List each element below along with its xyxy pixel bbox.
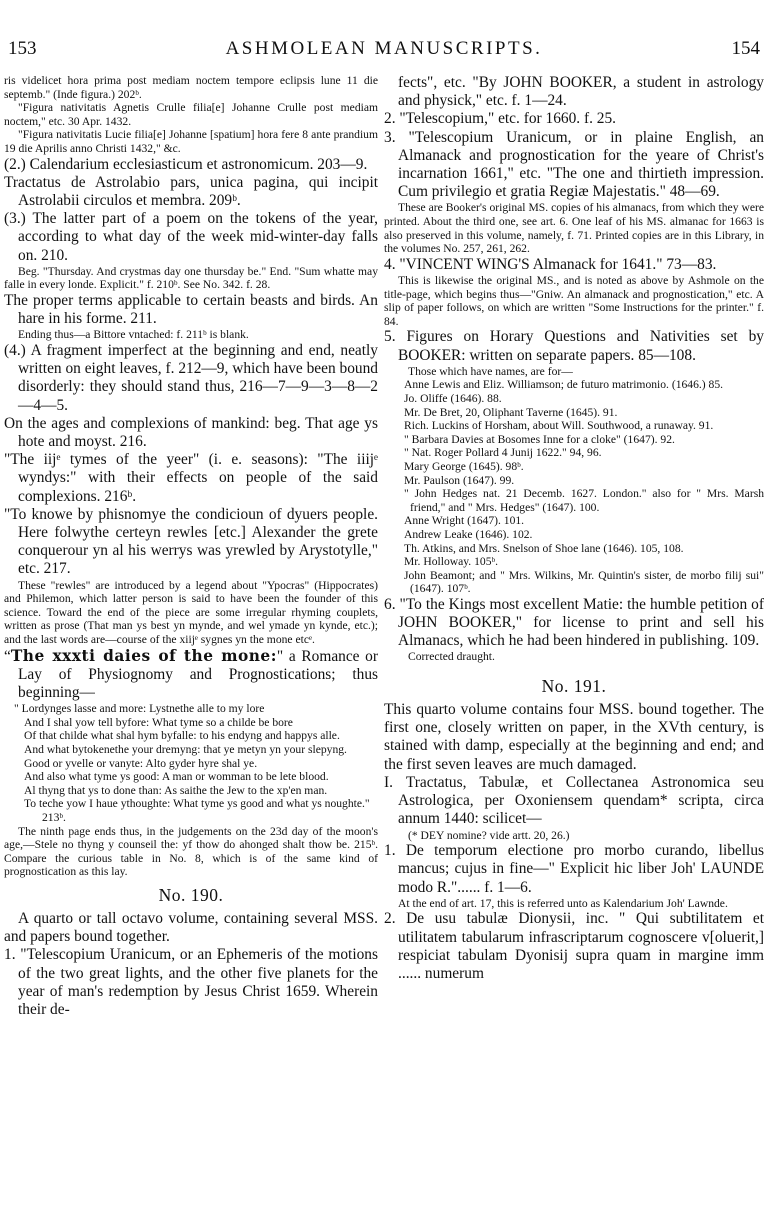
article-entry: (3.) The latter part of a poem on the tokens of the year, according to what day of the week mid-winter-day falls on. 210. xyxy=(4,210,378,264)
note: Those which have names, are for— xyxy=(408,364,573,378)
right-column xyxy=(384,74,764,983)
article-entry: 5. Figures on Horary Questions and Nativities set by BOOKER: written on separate papers. 85—108. xyxy=(384,328,764,364)
blackletter-title: The xxxti daies of the mone: xyxy=(10,646,277,665)
list-item: Anne Lewis and Eliz. Williamson; de futuro matrimonio. (1646.) 85. xyxy=(404,378,724,392)
section-heading-no-191: No. 191. xyxy=(541,676,607,697)
article-entry: 4. "VINCENT WING'S Almanack for 1641." 73—83. xyxy=(384,255,717,273)
article-entry: (4.) A fragment imperfect at the beginning and end, neatly written on eight leaves, f. 212—9, which have been bound disorderly: they should stand thus, 216—7—9—3—8—2—4—5. xyxy=(4,341,378,414)
list-item: John Beamont; and " Mrs. Wilkins, Mr. Quintin's sister, de morbo filij sui" (1647). 107ᵇ. xyxy=(404,568,764,596)
article-entry: The proper terms applicable to certain beasts and birds. An hare in his forme. 211. xyxy=(4,291,378,328)
article-entry: I. Tractatus, Tabulæ, et Collectanea Astronomica seu Astrologica, per Oxoniensem quendam* scripta, circa annum 1440: scilicet— xyxy=(384,773,764,828)
article-entry: “The xxxti daies of the mone:" a Romance or Lay of Physiognomy and Prognostications; thus beginning— xyxy=(4,646,378,701)
paragraph: "Figura nativitatis Agnetis Crulle filia[e] Johanne Crulle post mediam noctem," etc. 30 Apr. 1432. xyxy=(4,101,378,128)
note: These are Booker's original MS. copies of his almanacs, from which they were printed. About the third one, see art. 6. One leaf of his MS. almanac for 1663 is also preserved in this volume, namely, f. 71. Printed copies are in this Library, in the volumes No. 257, 261, 262. xyxy=(384,201,764,256)
paragraph: This quarto volume contains four MSS. bound together. The first one, closely written on paper, in the XVth century, is stained with damp, especially at the beginning and end; and the first seven leaves are much damaged. xyxy=(384,701,764,773)
verse-line: Of that childe what shal hym byfalle: to his endyng and happys alle. xyxy=(24,729,340,743)
article-entry: (2.) Calendarium ecclesiasticum et astronomicum. 203—9. xyxy=(4,155,368,173)
running-header xyxy=(8,38,760,64)
left-column xyxy=(4,74,378,1019)
list-item: Anne Wright (1647). 101. xyxy=(404,514,525,528)
names-list xyxy=(384,378,764,596)
verse-block xyxy=(4,702,378,824)
list-item: Andrew Leake (1646). 102. xyxy=(404,527,533,541)
article-entry: Tractatus de Astrolabio pars, unica pagina, qui incipit Astrolabii circulos et membra. 209ᵇ. xyxy=(4,173,378,209)
article-entry: 1. De temporum electione pro morbo curando, libellus mancus; cujus in fine—" Explicit hic liber Joh' LAUNDE modo R."...... f. 1—6. xyxy=(384,842,764,896)
list-item: " Barbara Davies at Bosomes Inne for a cloke" (1647). 92. xyxy=(404,432,675,446)
article-entry: "The iijᵉ tymes of the yeer" (i. e. seasons): "The iiijᵉ wyndys:" with their effects on people of the said complexions. 216ᵇ. xyxy=(4,451,378,505)
list-item: Mr. De Bret, 20, Oliphant Taverne (1645). 91. xyxy=(404,405,618,419)
verse-line: And I shal yow tell byfore: What tyme so a childe be bore xyxy=(24,715,293,729)
note: Beg. "Thursday. And crystmas day one thursday be." End. "Sum whatte may falle in every londe. Explicit." f. 210ᵇ. See No. 342. f. 28. xyxy=(4,264,378,292)
note: Corrected draught. xyxy=(408,650,495,664)
note: This is likewise the original MS., and is noted as above by Ashmole on the title-page, which begins thus—"Gniw. An almanack and prognostication," etc. A slip of paper follows, on which are written "Some Instructions for the printer." f. 84. xyxy=(384,274,764,328)
list-item: Mr. Holloway. 105ᵇ. xyxy=(404,555,498,569)
right-page-number: 154 xyxy=(731,38,760,59)
verse-line: Al thyng that ys to done than: As saithe the Jew to the xp'en man. xyxy=(24,783,328,797)
paragraph: ris videlicet hora prima post mediam noctem tempore eclipsis lune 11 die septemb." (Inde figura.) 202ᵇ. xyxy=(4,74,378,101)
list-item: Mr. Paulson (1647). 99. xyxy=(404,473,515,487)
article-entry: 3. "Telescopium Uranicum, or in plaine English, an Almanack and prognostication for the yeare of Christ's incarnation 1661," etc. "The one and thirtieth impression. Cum privilegio et gratia Regiæ Majestatis." 48—69. xyxy=(384,128,764,201)
verse-line: Good or yvelle or vanyte: Alto gyder hyre shal ye. xyxy=(24,756,258,770)
article-entry: On the ages and complexions of mankind: beg. That age ys hote and moyst. 216. xyxy=(4,414,378,450)
list-item: " John Hedges nat. 21 Decemb. 1627. London." also for " Mrs. Marsh friend," and " Mrs. Hedges" (1647). 100. xyxy=(404,487,764,514)
verse-line: And also what tyme ys good: A man or womman to be lete blood. xyxy=(24,770,329,784)
verse-line: " Lordynges lasse and more: Lystnethe alle to my lore xyxy=(14,702,265,716)
article-entry: 2. De usu tabulæ Dionysii, inc. " Qui subtilitatem et utilitatem tabularum infrascriptarum cognoscere v[oluerit,] respiciat tabulam Dyonisij supra quam in margine imm ...... numerum xyxy=(384,910,764,982)
article-entry-rest: " a Romance or Lay of Physiognomy and Prognostications; thus beginning— xyxy=(18,647,378,701)
article-continuation: fects", etc. "By JOHN BOOKER, a student in astrology and physick," etc. f. 1—24. xyxy=(398,74,764,110)
verse-line: And what bytokenethe your dremyng: that ye metyn yn your slepyng. xyxy=(24,742,347,756)
article-entry: 6. "To the Kings most excellent Matie: the humble petition of JOHN BOOKER," for license to print and sell his Almanacs, which he had been hindered in publishing. 109. xyxy=(384,595,764,650)
note: Ending thus—a Bittore vntached: f. 211ᵇ is blank. xyxy=(18,328,249,342)
left-page-number: 153 xyxy=(8,38,37,59)
list-item: " Nat. Roger Pollard 4 Junij 1622." 94, 96. xyxy=(404,446,602,460)
list-item: Th. Atkins, and Mrs. Snelson of Shoe lane (1646). 105, 108. xyxy=(404,541,684,555)
note: The ninth page ends thus, in the judgements on the 23d day of the moon's age,—Stele no thyng y counseil the: yf thow do ahonged shalt thow be. 215ᵇ. Compare the curious table in No. 8, which is of the same kind of prognostication as this lay. xyxy=(4,824,378,879)
article-entry: 1. "Telescopium Uranicum, or an Ephemeris of the motions of the two great lights, and the other five planets for the year of man's redemption by Jesus Christ 1659. Wherein their de- xyxy=(4,946,378,1018)
list-item: Jo. Oliffe (1646). 88. xyxy=(404,391,502,405)
note: At the end of art. 17, this is referred unto as Kalendarium Joh' Lawnde. xyxy=(398,896,728,910)
paragraph: A quarto or tall octavo volume, containing several MSS. and papers bound together. xyxy=(4,909,378,946)
list-item: Rich. Luckins of Horsham, about Will. Southwood, a runaway. 91. xyxy=(404,419,714,433)
list-item: Mary George (1645). 98ᵇ. xyxy=(404,459,524,473)
article-entry: 2. "Telescopium," etc. for 1660. f. 25. xyxy=(384,110,617,128)
verse-line: To teche yow I haue ythoughte: What tyme ys good and what ys noughte." 213ᵇ. xyxy=(24,797,370,824)
section-heading-no-190: No. 190. xyxy=(158,884,224,905)
article-entry: "To knowe by phisnomye the condicioun of dyuers people. Here folwythe certeyn rewles [etc.] Alexander the grete conquerour yn al his werrys was yrewled by Arystotylle," etc. 217. xyxy=(4,505,378,578)
paragraph: "Figura nativitatis Lucie filia[e] Johanne [spatium] hora fere 8 ante prandium 19 die Aprilis anno Christi 1432," &c. xyxy=(4,128,378,155)
note: These "rewles" are introduced by a legend about "Ypocras" (Hippocrates) and Philemon, which latter person is said to have been the founder of this science. Toward the end of the piece are some irregular rhyming couplets, written as prose (That man ys best yn mynde, and wel ymade yn kynde, etc.); and the last words are—course of the xiijᵉ sygnes yn the mone etcᵉ. xyxy=(4,578,378,646)
footnote: (* DEY nomine? vide artt. 20, 26.) xyxy=(408,828,570,842)
running-title: ASHMOLEAN MANUSCRIPTS. xyxy=(225,38,543,59)
